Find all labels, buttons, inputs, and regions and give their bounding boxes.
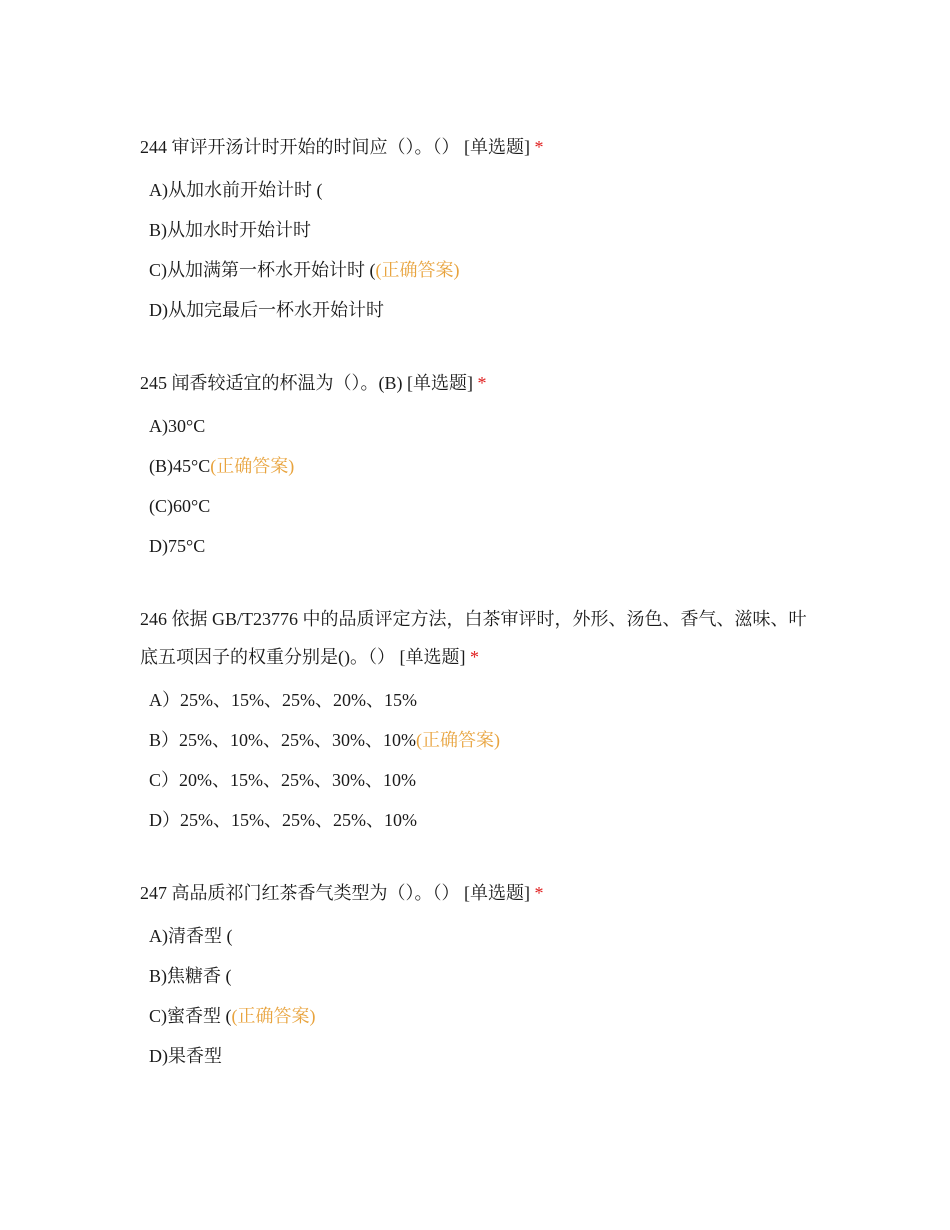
option-b[interactable] (140, 446, 820, 486)
option-a[interactable] (140, 680, 820, 720)
option-a[interactable] (140, 170, 820, 210)
question-247 (140, 874, 820, 1076)
required-mark: * (534, 883, 544, 903)
option-text: (B)45°C (149, 456, 211, 476)
option-a[interactable] (140, 916, 820, 956)
option-b[interactable] (140, 210, 820, 250)
required-mark: * (477, 373, 487, 393)
question-text: 244 审评开汤计时开始的时间应（）。（） [单选题] (140, 137, 530, 157)
correct-answer-note: (正确答案) (375, 260, 460, 280)
option-text: A）25%、15%、25%、20%、15% (149, 690, 417, 710)
question-244 (140, 128, 820, 330)
option-d[interactable] (140, 1036, 820, 1076)
option-text: C）20%、15%、25%、30%、10% (149, 770, 416, 790)
option-d[interactable] (140, 290, 820, 330)
option-text: B)焦糖香 ( (149, 966, 232, 986)
option-d[interactable] (140, 800, 820, 840)
correct-answer-note: (正确答案) (210, 456, 295, 476)
option-text: (C)60°C (149, 496, 211, 516)
required-mark: * (534, 137, 544, 157)
question-title (140, 364, 820, 402)
question-title (140, 600, 820, 676)
option-text: C)蜜香型 ( (149, 1006, 232, 1026)
option-text: C)从加满第一杯水开始计时 ( (149, 260, 376, 280)
option-c[interactable] (140, 250, 820, 290)
option-text: D)果香型 (149, 1046, 222, 1066)
question-title (140, 874, 820, 912)
option-a[interactable] (140, 406, 820, 446)
option-text: B)从加水时开始计时 (149, 220, 311, 240)
option-text: A)清香型 ( (149, 926, 233, 946)
option-text: B）25%、10%、25%、30%、10% (149, 730, 416, 750)
question-title (140, 128, 820, 166)
correct-answer-note: (正确答案) (231, 1006, 316, 1026)
question-246 (140, 600, 820, 840)
option-b[interactable] (140, 720, 820, 760)
option-c[interactable] (140, 996, 820, 1036)
option-text: A)30°C (149, 416, 206, 436)
question-list (140, 128, 820, 1110)
question-245 (140, 364, 820, 566)
required-mark: * (469, 647, 479, 667)
question-text: 245 闻香较适宜的杯温为（）。(B) [单选题] (140, 373, 473, 393)
question-text: 247 高品质祁门红茶香气类型为（）。（） [单选题] (140, 883, 530, 903)
correct-answer-note: (正确答案) (415, 730, 500, 750)
option-text: A)从加水前开始计时 ( (149, 180, 323, 200)
option-text: D)从加完最后一杯水开始计时 (149, 300, 384, 320)
option-text: D)75°C (149, 536, 206, 556)
option-c[interactable] (140, 760, 820, 800)
option-text: D）25%、15%、25%、25%、10% (149, 810, 417, 830)
option-b[interactable] (140, 956, 820, 996)
option-c[interactable] (140, 486, 820, 526)
question-text: 246 依据 GB/T23776 中的品质评定方法，白茶审评时，外形、汤色、香气、滋味、叶底五项因子的权重分别是()。（） [单选题] (140, 609, 807, 667)
option-d[interactable] (140, 526, 820, 566)
